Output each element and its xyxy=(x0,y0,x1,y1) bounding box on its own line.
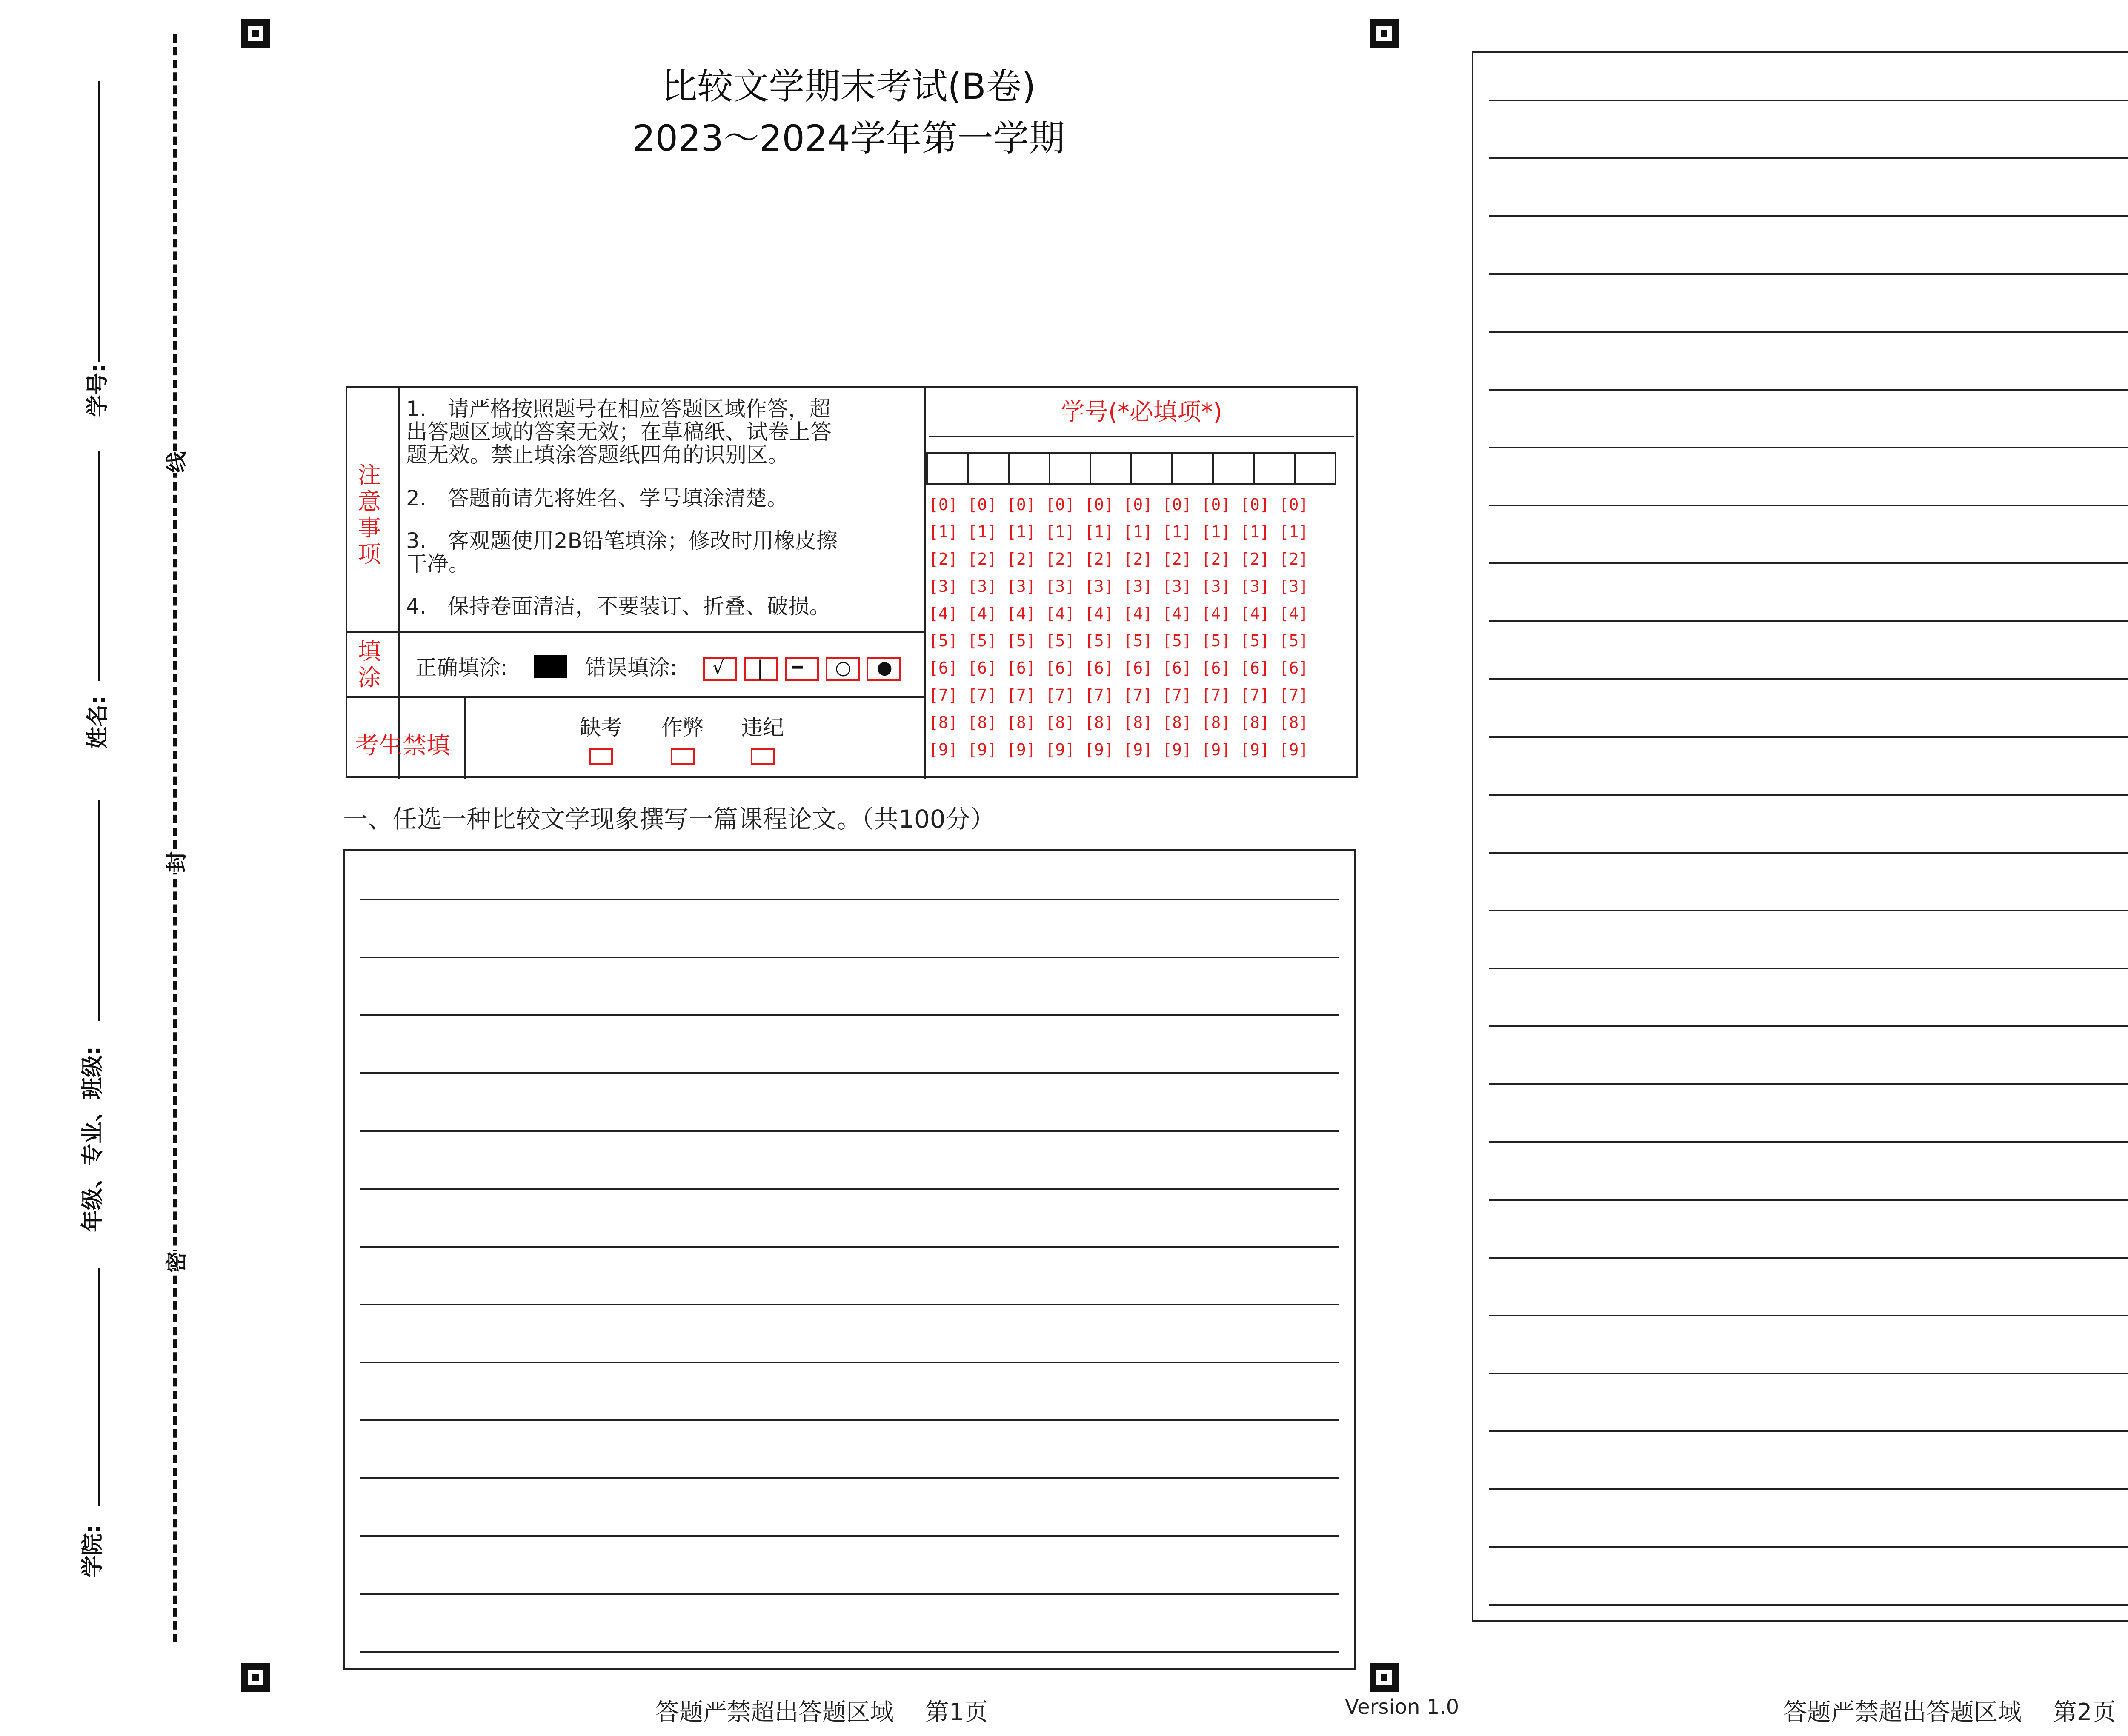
writing-line xyxy=(360,1593,1339,1595)
notice-heading xyxy=(358,462,384,568)
wrong-mark-circle: ○ xyxy=(826,657,860,681)
corner-marker-top-left xyxy=(241,19,270,48)
id-bubbles-row-3[interactable]: [3] [3] [3] [3] [3] [3] [3] [3] [3] [3] xyxy=(929,577,1309,596)
student-id-line xyxy=(98,81,100,362)
id-cell[interactable] xyxy=(1253,452,1296,485)
writing-line xyxy=(1489,1488,2128,1490)
binding-dashed-line xyxy=(173,34,177,1642)
seal-char-seal: 封 xyxy=(160,851,190,873)
corner-marker-bottom-left xyxy=(241,1663,270,1692)
id-cell[interactable] xyxy=(1171,452,1214,485)
exam-title: 比较文学期末考试(B卷) xyxy=(661,66,1036,107)
writing-line xyxy=(1489,1315,2128,1316)
notice-heading-text: 注意事项 xyxy=(358,462,381,568)
name-line xyxy=(98,451,100,681)
id-bubbles-row-7[interactable]: [7] [7] [7] [7] [7] [7] [7] [7] [7] [7] xyxy=(929,686,1309,705)
answer-area-page-2[interactable] xyxy=(1472,51,2128,1622)
id-cell[interactable] xyxy=(1090,452,1132,485)
exam-term: 2023～2024学年第一学期 xyxy=(632,117,1065,159)
writing-line xyxy=(360,1188,1339,1190)
notice-item-1a: 1. 请严格按照题号在相应答题区域作答，超 xyxy=(406,397,831,421)
forbid-absent-label: 缺考 xyxy=(580,715,622,740)
writing-line xyxy=(1489,562,2128,564)
name-label: 姓名: xyxy=(85,696,111,749)
id-bubbles-row-0[interactable]: [0] [0] [0] [0] [0] [0] [0] [0] [0] [0] xyxy=(929,495,1309,514)
seal-char-line: 线 xyxy=(160,451,190,473)
writing-line xyxy=(1489,1604,2128,1606)
writing-line xyxy=(1489,1257,2128,1259)
id-bubbles-row-1[interactable]: [1] [1] [1] [1] [1] [1] [1] [1] [1] [1] xyxy=(929,523,1309,541)
class-line xyxy=(98,800,100,1021)
id-cell[interactable] xyxy=(967,452,1010,485)
footer-page-1: 答题严禁超出答题区域 第1页 xyxy=(655,1699,988,1726)
wrong-mark-check: √ xyxy=(703,657,737,681)
writing-line xyxy=(360,1477,1339,1479)
writing-line xyxy=(1489,794,2128,796)
writing-line xyxy=(1489,968,2128,969)
fill-heading xyxy=(358,638,384,691)
notice-item-2: 2. 答题前请先将姓名、学号填涂清楚。 xyxy=(406,486,788,511)
writing-line xyxy=(1489,620,2128,622)
id-cell[interactable] xyxy=(1049,452,1091,485)
college-line xyxy=(98,1268,100,1506)
forbid-violation-label: 违纪 xyxy=(741,715,784,740)
writing-line xyxy=(1489,505,2128,506)
correct-fill-sample xyxy=(534,655,567,678)
forbid-absent-checkbox xyxy=(589,748,613,765)
id-cell[interactable] xyxy=(926,452,969,485)
notice-item-1b: 出答题区域的答案无效；在草稿纸、试卷上答 xyxy=(406,420,832,444)
student-id-heading: 学号(*必填项*) xyxy=(1061,398,1222,426)
notice-item-4: 4. 保持卷面清洁，不要装订、折叠、破损。 xyxy=(406,594,831,619)
id-cell[interactable] xyxy=(1212,452,1255,485)
writing-line xyxy=(1489,1546,2128,1548)
id-bubbles-row-8[interactable]: [8] [8] [8] [8] [8] [8] [8] [8] [8] [8] xyxy=(929,713,1309,732)
forbid-cheat-label: 作弊 xyxy=(661,715,704,740)
question-text: 一、任选一种比较文学现象撰写一篇课程论文。（共100分） xyxy=(343,805,995,834)
writing-line xyxy=(1489,1373,2128,1374)
forbid-violation-checkbox xyxy=(751,748,775,765)
correct-fill-label: 正确填涂: xyxy=(415,655,508,680)
id-bubbles-row-6[interactable]: [6] [6] [6] [6] [6] [6] [6] [6] [6] [6] xyxy=(929,659,1309,677)
fill-heading-text: 填涂 xyxy=(358,638,381,691)
student-id-label: 学号: xyxy=(85,364,111,417)
wrong-fill-label: 错误填涂: xyxy=(585,655,677,680)
wrong-mark-dash: ━ xyxy=(785,657,819,681)
writing-line xyxy=(1489,736,2128,738)
writing-line xyxy=(360,1419,1339,1421)
writing-line xyxy=(360,1130,1339,1132)
forbid-cheat xyxy=(657,711,708,765)
writing-line xyxy=(1489,1025,2128,1027)
notice-item-3b: 干净。 xyxy=(406,551,470,576)
writing-line xyxy=(360,1651,1339,1653)
writing-line xyxy=(1489,447,2128,448)
writing-line xyxy=(360,1304,1339,1305)
writing-line xyxy=(1489,852,2128,854)
writing-line xyxy=(1489,1141,2128,1143)
writing-line xyxy=(1489,157,2128,159)
writing-line xyxy=(1489,273,2128,275)
writing-line xyxy=(1489,1199,2128,1201)
college-label: 学院: xyxy=(80,1525,106,1578)
forbid-cheat-checkbox xyxy=(671,748,695,765)
seal-char-secret: 密 xyxy=(160,1251,190,1273)
id-cell[interactable] xyxy=(1130,452,1173,485)
forbid-absent xyxy=(575,711,626,765)
writing-line xyxy=(1489,100,2128,101)
footer-version: Version 1.0 xyxy=(1345,1695,1459,1719)
writing-line xyxy=(1489,331,2128,333)
writing-line xyxy=(360,1014,1339,1016)
class-label: 年级、专业、班级: xyxy=(80,1046,106,1232)
corner-marker-top-middle xyxy=(1370,19,1399,48)
id-cell[interactable] xyxy=(1294,452,1336,485)
writing-line xyxy=(1489,678,2128,680)
writing-line xyxy=(360,899,1339,900)
writing-line xyxy=(1489,389,2128,391)
forbid-heading: 考生禁填 xyxy=(355,732,450,760)
writing-line xyxy=(360,957,1339,958)
writing-line xyxy=(360,1072,1339,1074)
footer-page-2: 答题严禁超出答题区域 第2页 xyxy=(1783,1699,2116,1726)
notice-item-3a: 3. 客观题使用2B铅笔填涂；修改时用橡皮擦 xyxy=(406,528,838,553)
writing-line xyxy=(1489,215,2128,217)
writing-line xyxy=(1489,1083,2128,1085)
writing-line xyxy=(360,1246,1339,1248)
wrong-mark-dot: ● xyxy=(867,657,901,681)
id-cell[interactable] xyxy=(1008,452,1050,485)
id-bubbles-row-9[interactable]: [9] [9] [9] [9] [9] [9] [9] [9] [9] [9] xyxy=(929,740,1309,759)
writing-line xyxy=(1489,1430,2128,1432)
id-bubbles-row-2[interactable]: [2] [2] [2] [2] [2] [2] [2] [2] [2] [2] xyxy=(929,550,1309,568)
answer-area-page-1[interactable] xyxy=(343,849,1356,1670)
id-bubbles-row-5[interactable]: [5] [5] [5] [5] [5] [5] [5] [5] [5] [5] xyxy=(929,631,1309,650)
writing-line xyxy=(360,1535,1339,1537)
id-bubbles-row-4[interactable]: [4] [4] [4] [4] [4] [4] [4] [4] [4] [4] xyxy=(929,604,1309,623)
forbid-violation xyxy=(737,711,788,765)
notice-item-1c: 题无效。禁止填涂答题纸四角的识别区。 xyxy=(406,443,789,467)
corner-marker-bottom-middle xyxy=(1370,1663,1399,1692)
writing-line xyxy=(360,1362,1339,1363)
wrong-mark-bar: | xyxy=(744,657,778,681)
writing-line xyxy=(1489,910,2128,911)
